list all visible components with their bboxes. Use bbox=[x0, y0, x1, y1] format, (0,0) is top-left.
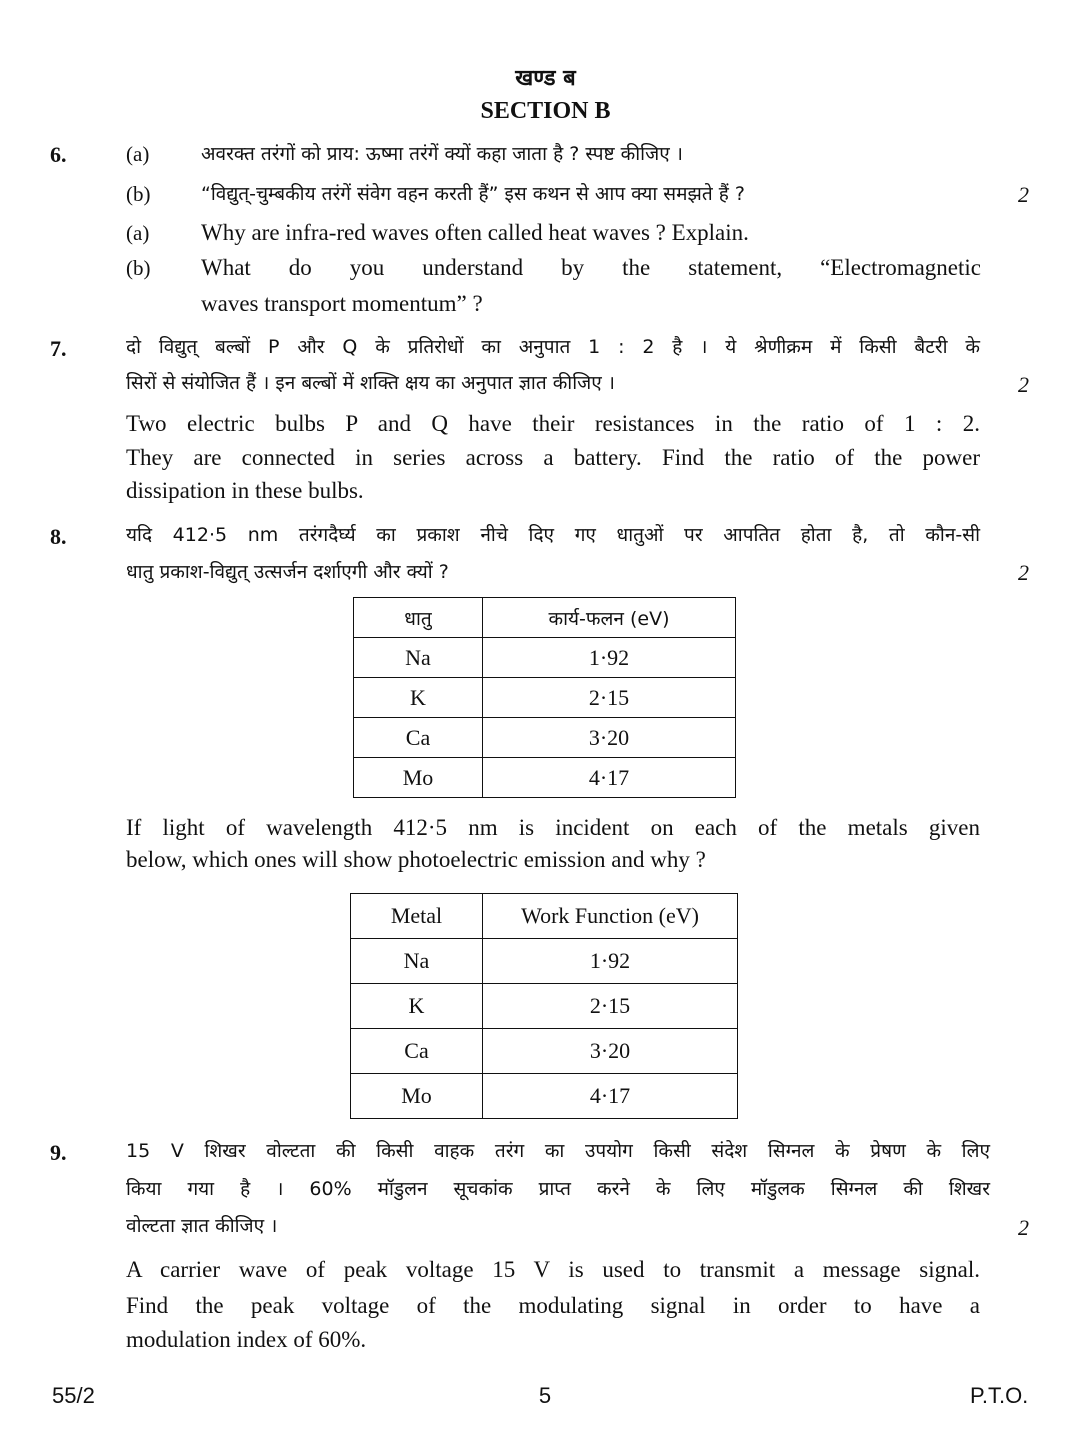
work-function-table-hindi bbox=[353, 597, 736, 798]
question-number: 6. bbox=[50, 142, 67, 167]
work-function-table bbox=[350, 893, 738, 1119]
q6-english-b-line2: waves transport momentum” ? bbox=[201, 291, 483, 316]
q9-hindi-line3: वोल्टता ज्ञात कीजिए । bbox=[126, 1215, 278, 1237]
page-number: 5 bbox=[538, 1383, 552, 1408]
q7-english-line2: They are connected in series across a battery. Find the ratio of the power bbox=[126, 445, 980, 470]
q6-hindi-b: “विद्युत्-चुम्बकीय तरंगें संवेग वहन करती हैं” इस कथन से आप क्या समझते हैं ? bbox=[201, 183, 745, 205]
q8-english-line1: If light of wavelength 412·5 nm is incident on each of the metals given bbox=[126, 815, 980, 840]
section-title: SECTION B bbox=[480, 98, 611, 124]
q8-english-line2: below, which ones will show photoelectric emission and why ? bbox=[126, 847, 706, 872]
question-number: 7. bbox=[50, 336, 67, 361]
sub-label: (b) bbox=[126, 256, 151, 280]
table-cell: 2·15 bbox=[483, 984, 738, 1029]
q8-hindi-line2: धातु प्रकाश-विद्युत् उत्सर्जन दर्शाएगी और क्यों ? bbox=[126, 561, 449, 583]
table-cell: Na bbox=[351, 939, 483, 984]
table-cell: Ca bbox=[351, 1029, 483, 1074]
section-title-hindi: खण्ड ब bbox=[515, 65, 576, 91]
table-cell: 4·17 bbox=[483, 1074, 738, 1119]
table-cell: 3·20 bbox=[483, 1029, 738, 1074]
table-cell: Na bbox=[354, 638, 483, 678]
question-number: 8. bbox=[50, 524, 67, 549]
question-number: 9. bbox=[50, 1140, 67, 1165]
paper-code: 55/2 bbox=[52, 1383, 95, 1408]
q6-english-a: Why are infra-red waves often called heat waves ? Explain. bbox=[201, 220, 749, 245]
marks: 2 bbox=[1018, 560, 1029, 585]
q9-hindi-line1: 15 V शिखर वोल्टता की किसी वाहक तरंग का उपयोग किसी संदेश सिग्नल के प्रेषण के लिए bbox=[126, 1140, 990, 1162]
table-header: धातु bbox=[354, 598, 483, 638]
marks: 2 bbox=[1018, 182, 1029, 207]
q7-hindi-line1: दो विद्युत् बल्बों P और Q के प्रतिरोधों का अनुपात 1 : 2 है । ये श्रेणीक्रम में किसी बैटरी के bbox=[126, 336, 980, 358]
q6-english-b-line1: What do you understand by the statement, “Electromagnetic bbox=[201, 255, 981, 280]
table-cell: 4·17 bbox=[483, 758, 736, 798]
q9-english-line2: Find the peak voltage of the modulating signal in order to have a bbox=[126, 1293, 980, 1318]
table-header: Work Function (eV) bbox=[483, 894, 738, 939]
table-cell: 2·15 bbox=[483, 678, 736, 718]
q7-english-line1: Two electric bulbs P and Q have their resistances in the ratio of 1 : 2. bbox=[126, 411, 980, 436]
table-header: Metal bbox=[351, 894, 483, 939]
table-cell: Mo bbox=[351, 1074, 483, 1119]
table-cell: K bbox=[351, 984, 483, 1029]
table-cell: 3·20 bbox=[483, 718, 736, 758]
marks: 2 bbox=[1018, 372, 1029, 397]
marks: 2 bbox=[1018, 1215, 1029, 1240]
table-cell: 1·92 bbox=[483, 939, 738, 984]
q7-hindi-line2: सिरों से संयोजित हैं । इन बल्बों में शक्ति क्षय का अनुपात ज्ञात कीजिए । bbox=[126, 372, 615, 394]
q9-english-line1: A carrier wave of peak voltage 15 V is used to transmit a message signal. bbox=[126, 1257, 980, 1282]
sub-label: (a) bbox=[126, 142, 150, 166]
sub-label: (b) bbox=[126, 182, 151, 206]
q9-english-line3: modulation index of 60%. bbox=[126, 1327, 367, 1352]
table-cell: Mo bbox=[354, 758, 483, 798]
q7-english-line3: dissipation in these bulbs. bbox=[126, 478, 364, 503]
sub-label: (a) bbox=[126, 221, 150, 245]
q9-hindi-line2: किया गया है । 60% मॉडुलन सूचकांक प्राप्त करने के लिए मॉडुलक सिग्नल की शिखर bbox=[126, 1178, 990, 1200]
table-cell: Ca bbox=[354, 718, 483, 758]
table-header: कार्य-फलन (eV) bbox=[483, 598, 736, 638]
q8-hindi-line1: यदि 412·5 nm तरंगदैर्घ्य का प्रकाश नीचे दिए गए धातुओं पर आपतित होता है, तो कौन-सी bbox=[126, 524, 980, 546]
table-cell: 1·92 bbox=[483, 638, 736, 678]
table-cell: K bbox=[354, 678, 483, 718]
pto-label: P.T.O. bbox=[970, 1383, 1029, 1408]
q6-hindi-a: अवरक्त तरंगों को प्राय: ऊष्मा तरंगें क्यों कहा जाता है ? स्पष्ट कीजिए । bbox=[201, 143, 683, 165]
